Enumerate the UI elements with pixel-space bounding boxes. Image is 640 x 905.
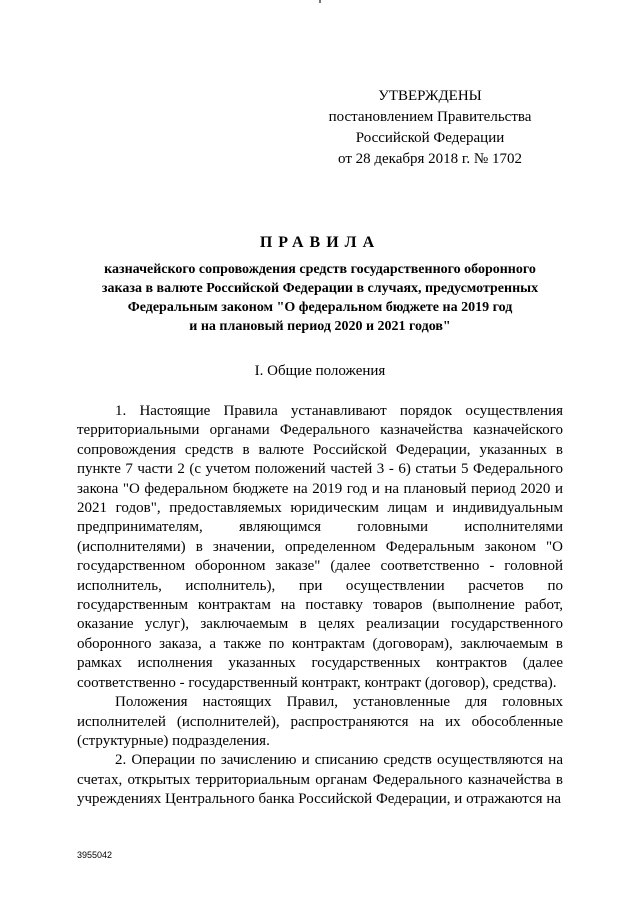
document-number: 3955042 [77, 850, 113, 860]
paragraph: Положения настоящих Правил, установленные для головных исполнителей (исполнителей), распространяются на их обособленные (структурные) подразделения. [77, 694, 563, 749]
approval-date-number: от 28 декабря 2018 г. № 1702 [338, 151, 522, 167]
document-body [77, 402, 563, 810]
approval-block [310, 86, 550, 170]
paragraph: 2. Операции по зачислению и списанию средств осуществляются на счетах, открытых территориальным органам Федерального казначейства в учреждениях Центрального банка Российской Федерации, и отражаются на [77, 752, 563, 808]
document-subtitle [60, 260, 580, 336]
approval-line: постановлением Правительства [328, 109, 532, 125]
document-title: ПРАВИЛА [259, 234, 381, 251]
subtitle-line: казначейского сопровождения средств государственного оборонного [104, 262, 536, 277]
approval-heading: УТВЕРЖДЕНЫ [378, 88, 482, 104]
approval-line: Российской Федерации [355, 130, 505, 146]
section-heading: I. Общие положения [254, 363, 386, 379]
subtitle-line: заказа в валюте Российской Федерации в случаях, предусмотренных [101, 281, 539, 296]
subtitle-line: и на плановый период 2020 и 2021 годов" [189, 319, 451, 334]
subtitle-line: Федеральным законом "О федеральном бюджете на 2019 год [127, 300, 513, 315]
scan-mark [319, 0, 321, 3]
paragraph: 1. Настоящие Правила устанавливают порядок осуществления территориальными органами Федерального казначейства казначейского сопровождения средств в валюте Российской Федерации, указанных в пункте 7 части 2 (с учетом положений частей 3 - 6) статьи 5 Федерального закона "О федеральном бюджете на 2019 год и на плановый период 2020 и 2021 годов", предоставляемых юридическим лицам и индивидуальным предпринимателям, являющимся головными исполнителями (исполнителями) в значении, определенном Федеральным законом "О государственном оборонном заказе" (далее соответственно - головной исполнитель, исполнитель), при осуществлении расчетов по государственным контрактам на поставку товаров (выполнение работ, оказание услуг), заключаемым в целях реализации государственного оборонного заказа, а также по контрактам (договорам), заключаемым в рамках исполнения указанных государственных контрактов (далее соответственно - государственный контракт, контракт (договор), средства). [77, 403, 563, 691]
